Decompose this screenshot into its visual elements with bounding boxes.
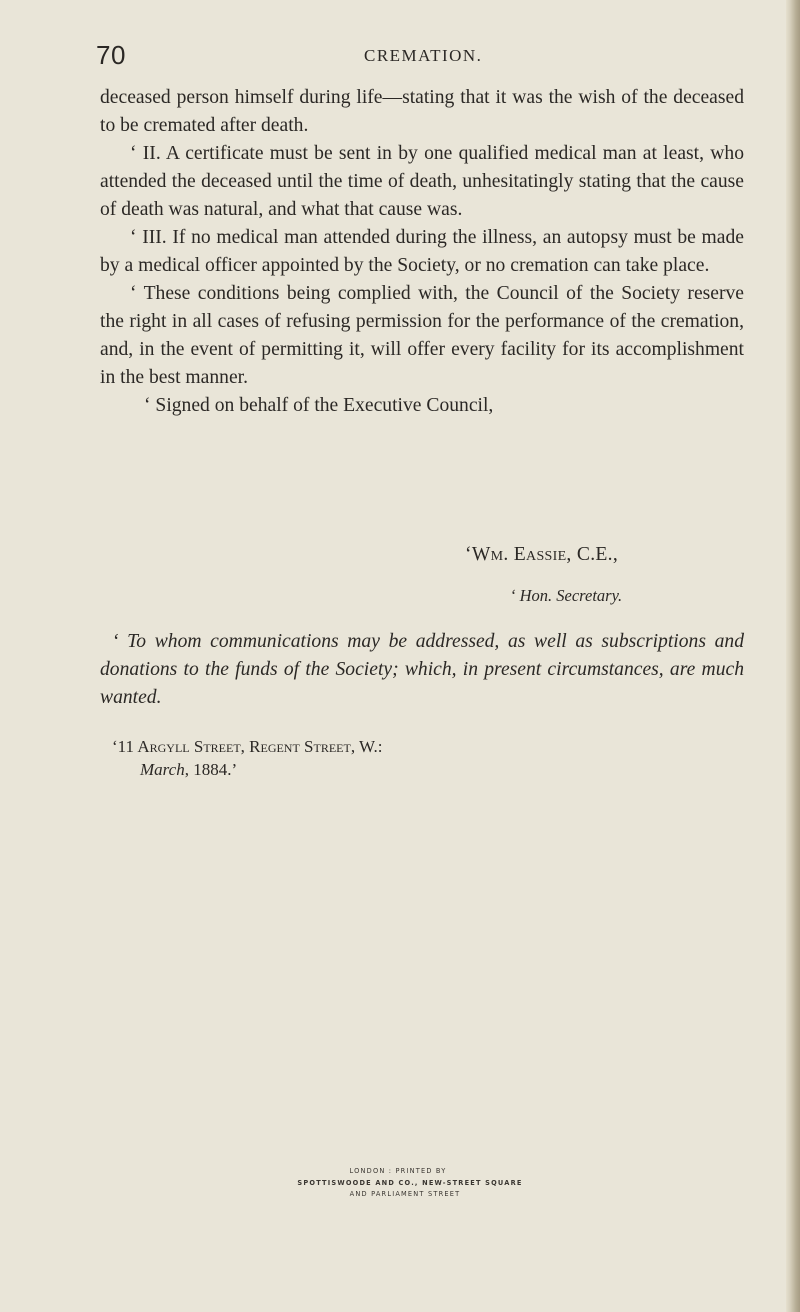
imprint-line-3: AND PARLIAMENT STREET — [349, 1190, 461, 1198]
communications-note: ‘ To whom communications may be addressed, as well as subscriptions and donations to the funds of the Society; which, in present circumstances, are much wanted. — [100, 631, 744, 708]
paragraph-signed-on-behalf: ‘ Signed on behalf of the Executive Council, — [144, 395, 494, 416]
address-month: March — [140, 760, 185, 779]
page-edge-shadow — [786, 0, 800, 1312]
printer-imprint — [0, 1166, 800, 1201]
page-number: 70 — [96, 40, 126, 70]
address-street: ‘11 Argyll Street, Regent Street, W.: — [112, 737, 383, 756]
signature-title: ‘ Hon. Secretary. — [510, 586, 623, 605]
imprint-line-1: LONDON : PRINTED BY — [349, 1167, 447, 1175]
imprint-line-2: SPOTTISWOODE AND CO., NEW-STREET SQUARE — [297, 1178, 523, 1187]
paragraph-condition-iii: ‘ III. If no medical man attended during the illness, an autopsy must be made by a medical officer appointed by the Society, or no cremation can take place. — [100, 227, 744, 276]
body-text — [100, 84, 744, 420]
running-head: CREMATION. — [364, 46, 483, 65]
paragraph-council-reserve: ‘ These conditions being complied with, the Council of the Society reserve the right in all cases of refusing permission for the performance of the cremation, and, in the event of permitting it, will offer every facility for its accomplishment in the best manner. — [100, 283, 744, 388]
address-year: , 1884.’ — [184, 760, 238, 779]
address-block — [112, 735, 383, 781]
signature-name: ‘Wm. Eassie, C.E., — [465, 544, 619, 565]
paragraph-continuation: deceased person himself during life—stating that it was the wish of the deceased to be cremated after death. — [100, 87, 744, 136]
paragraph-condition-ii: ‘ II. A certificate must be sent in by one qualified medical man at least, who attended the deceased until the time of death, unhesitatingly stating that the cause of death was natural, and what that cause was. — [100, 143, 744, 220]
address-date — [112, 758, 383, 781]
